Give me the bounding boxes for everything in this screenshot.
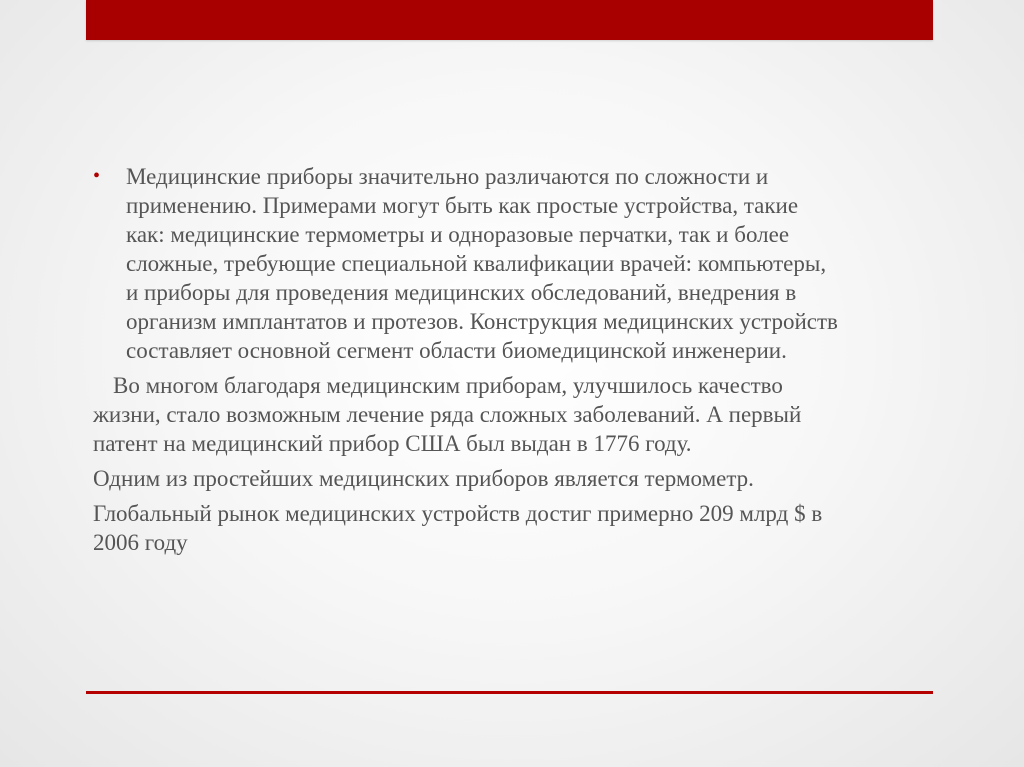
bullet-text-line: организм имплантатов и протезов. Конструкция медицинских устройств (126, 309, 838, 334)
paragraph-text-line: Во многом благодаря медицинским приборам, улучшилось качество (113, 373, 783, 398)
paragraph-market (93, 499, 933, 557)
bullet-icon: • (93, 165, 101, 187)
bullet-text-line: составляет основной сегмент области биомедицинской инженерии. (126, 338, 787, 363)
paragraph-text-line: жизни, стало возможным лечение ряда сложных заболеваний. А первый (93, 402, 802, 427)
paragraph-thermometer (93, 464, 933, 493)
paragraph-history (93, 371, 933, 458)
header-accent-bar (86, 0, 933, 40)
paragraph-text-line: Глобальный рынок медицинских устройств достиг примерно 209 млрд $ в (93, 501, 823, 526)
bullet-text-line: и приборы для проведения медицинских обследований, внедрения в (126, 280, 797, 305)
bullet-text-line: сложные, требующие специальной квалификации врачей: компьютеры, (126, 251, 827, 276)
bullet-item (93, 162, 933, 365)
bullet-text-line: как: медицинские термометры и одноразовые перчатки, так и более (126, 222, 790, 247)
paragraph-text-line: патент на медицинский прибор США был выдан в 1776 году. (93, 431, 692, 456)
footer-divider (86, 691, 933, 694)
slide-body (93, 162, 933, 557)
bullet-text-line: применению. Примерами могут быть как простые устройства, такие (126, 193, 799, 218)
paragraph-text-line: Одним из простейших медицинских приборов является термометр. (93, 466, 754, 491)
paragraph-text-line: 2006 году (93, 530, 188, 555)
bullet-text-line: Медицинские приборы значительно различаются по сложности и (126, 164, 769, 189)
